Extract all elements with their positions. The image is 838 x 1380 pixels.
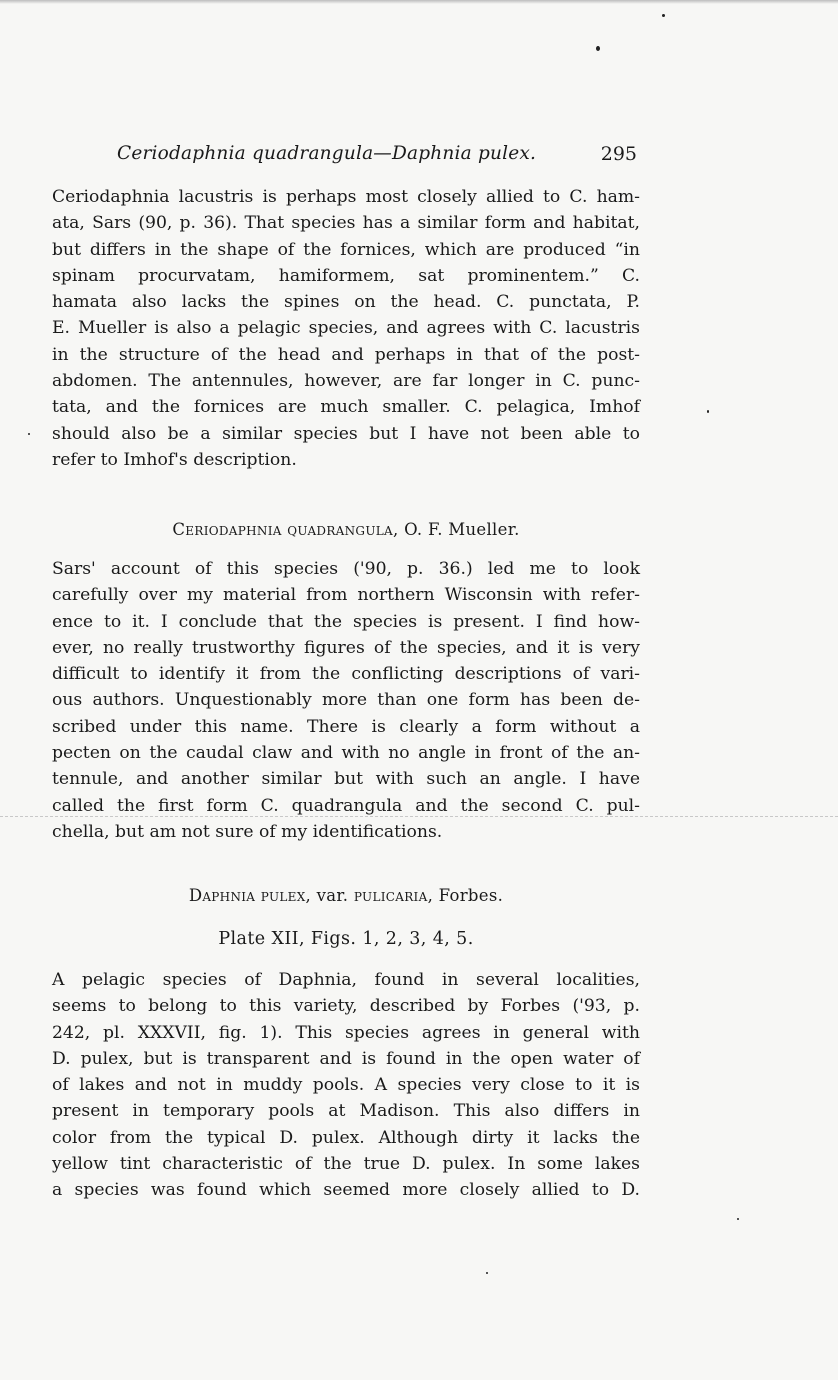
running-title: Ceriodaphnia quadrangula—Daphnia pulex. bbox=[117, 143, 537, 164]
text-line: scribed under this name. There is clearly a form without a bbox=[52, 716, 640, 737]
text-line: abdomen. The antennules, however, are far longer in C. punc- bbox=[52, 371, 640, 392]
page-number: 295 bbox=[600, 143, 637, 165]
text-line: E. Mueller is also a pelagic species, and agrees with C. lacustris bbox=[52, 318, 640, 339]
paragraph-daphnia-pulex bbox=[52, 967, 640, 1204]
text-line: called the first form C. quadrangula and the second C. pul- bbox=[52, 795, 640, 816]
text-line: pecten on the caudal claw and with no angle in front of the an- bbox=[52, 743, 640, 764]
page-top-edge bbox=[0, 0, 838, 4]
text-line: ata, Sars (90, p. 36). That species has a similar form and habitat, bbox=[52, 213, 640, 234]
ink-speck bbox=[28, 433, 30, 435]
text-line: color from the typical D. pulex. Although dirty it lacks the bbox=[52, 1127, 640, 1148]
text-line: in the structure of the head and perhaps in that of the post- bbox=[52, 344, 640, 365]
text-line: Sars' account of this species ('90, p. 36.) led me to look bbox=[52, 559, 640, 579]
section-heading-ceriodaphnia-quadrangula bbox=[52, 520, 640, 539]
text-line: A pelagic species of Daphnia, found in several localities, bbox=[52, 970, 640, 990]
text-line: of lakes and not in muddy pools. A species very close to it is bbox=[52, 1075, 640, 1096]
ink-speck bbox=[596, 46, 600, 51]
heading-authority: , O. F. Mueller. bbox=[392, 520, 520, 539]
paragraph-ceriodaphnia-quadrangula bbox=[52, 556, 640, 845]
text-line: present in temporary pools at Madison. This also differs in bbox=[52, 1101, 640, 1122]
ink-speck bbox=[486, 1272, 488, 1274]
text-line: hamata also lacks the spines on the head. C. punctata, P. bbox=[52, 292, 640, 313]
text-line: chella, but am not sure of my identifications. bbox=[52, 821, 443, 842]
text-line: should also be a similar species but I have not been able to bbox=[52, 423, 640, 444]
heading-genus: Daphnia pulex bbox=[188, 886, 306, 905]
text-line: refer to Imhof's description. bbox=[52, 449, 297, 470]
heading-genus: Ceriodaphnia bbox=[172, 520, 282, 539]
text-line: a species was found which seemed more closely allied to D. bbox=[52, 1180, 640, 1201]
plate-reference: Plate XII, Figs. 1, 2, 3, 4, 5. bbox=[218, 929, 474, 949]
heading-species: quadrangula bbox=[287, 520, 393, 539]
text-line: Ceriodaphnia lacustris is perhaps most closely allied to C. ham- bbox=[52, 187, 640, 207]
heading-authority: , Forbes. bbox=[427, 886, 504, 905]
text-line: tata, and the fornices are much smaller. C. pelagica, Imhof bbox=[52, 397, 640, 418]
text-line: ous authors. Unquestionably more than one form has been de- bbox=[52, 690, 640, 711]
text-line: carefully over my material from northern Wisconsin with refer- bbox=[52, 585, 640, 606]
text-line: difficult to identify it from the conflicting descriptions of vari- bbox=[52, 664, 640, 685]
heading-variety: pulicaria bbox=[353, 886, 428, 905]
text-line: but differs in the shape of the fornices, which are produced “in bbox=[52, 239, 640, 260]
section-heading-daphnia-pulex bbox=[52, 886, 640, 905]
text-line: tennule, and another similar but with such an angle. I have bbox=[52, 769, 640, 790]
ink-speck bbox=[737, 1218, 739, 1220]
text-line: ence to it. I conclude that the species is present. I find how- bbox=[52, 611, 640, 632]
text-line: yellow tint characteristic of the true D. pulex. In some lakes bbox=[52, 1154, 640, 1175]
text-line: 242, pl. XXXVII, fig. 1). This species agrees in general with bbox=[52, 1022, 640, 1043]
ink-speck bbox=[662, 14, 665, 17]
heading-var: , var. bbox=[305, 886, 354, 905]
ink-speck bbox=[707, 410, 709, 413]
paragraph-ceriodaphnia-lacustris bbox=[52, 184, 640, 473]
text-line: D. pulex, but is transparent and is found in the open water of bbox=[52, 1048, 640, 1069]
text-line: seems to belong to this variety, described by Forbes ('93, p. bbox=[52, 996, 640, 1017]
text-line: spinam procurvatam, hamiformem, sat prominentem.” C. bbox=[52, 265, 640, 286]
text-line: ever, no really trustworthy figures of the species, and it is very bbox=[52, 637, 640, 658]
running-header bbox=[117, 143, 637, 169]
